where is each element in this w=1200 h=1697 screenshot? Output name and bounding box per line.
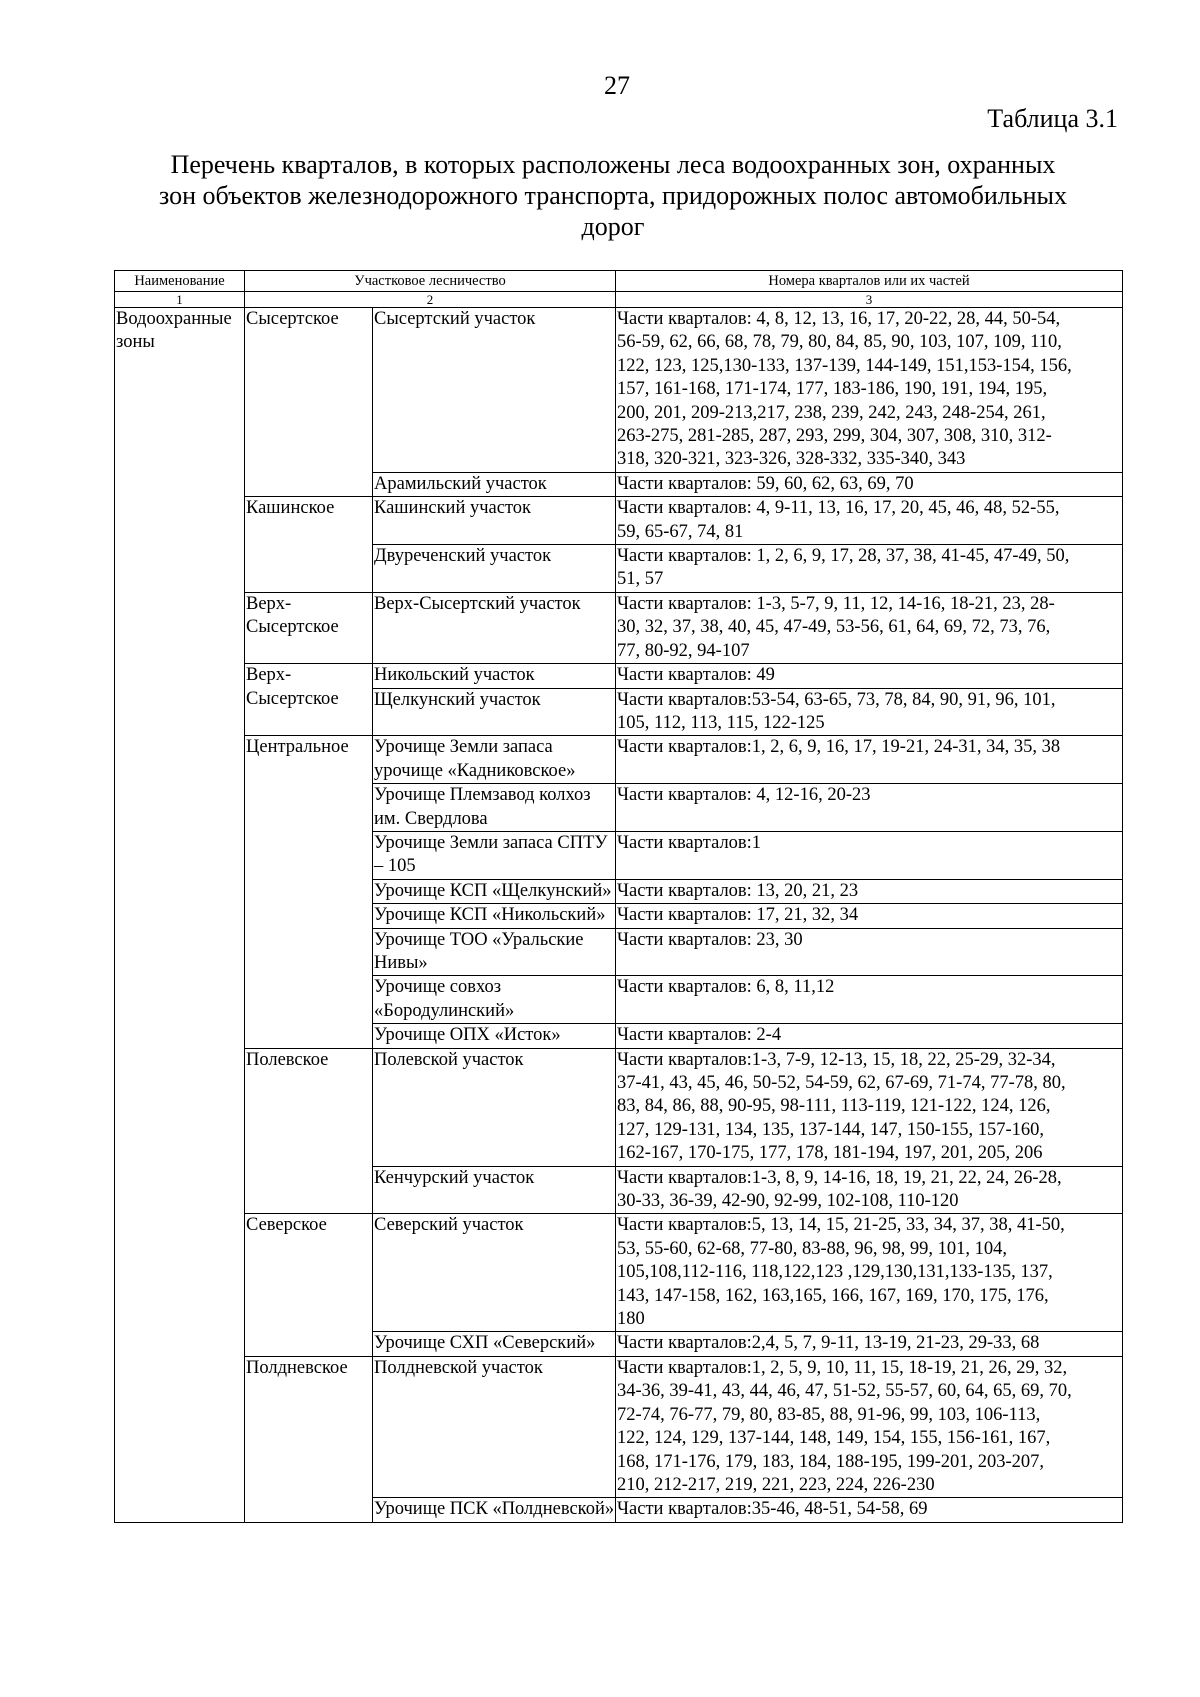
forestry-cell: Верх-Сысертское: [245, 592, 373, 663]
section-name-cell: Урочище Земли запаса урочище «Кадниковское»: [373, 736, 616, 784]
quarters-line: 157, 161-168, 171-174, 177, 183-186, 190, 191, 194, 195,: [617, 379, 1048, 400]
quarters-line: 53, 55-60, 62-68, 77-80, 83-88, 96, 98, 99, 101, 104,: [617, 1238, 1008, 1259]
section-name-cell: Урочище Племзавод колхоз им. Свердлова: [373, 784, 616, 832]
section-name-cell: Кашинский участок: [373, 497, 616, 545]
table-label: Таблица 3.1: [987, 104, 1118, 133]
quarters-line: 318, 320-321, 323-326, 328-332, 335-340, 343: [617, 449, 966, 470]
quarters-cell: [616, 976, 1123, 1024]
quarters-line: 180: [617, 1309, 645, 1330]
section-name-cell: Урочище ОПХ «Исток»: [373, 1024, 616, 1048]
quarters-cell: [616, 308, 1123, 473]
section-name-cell: Урочище КСП «Никольский»: [373, 904, 616, 928]
quarters-line: Части кварталов:1, 2, 5, 9, 10, 11, 15, 18-19, 21, 26, 29, 32,: [617, 1357, 1068, 1378]
section-name-cell: Урочище ПСК «Полдневской»: [373, 1498, 616, 1522]
quarters-cell: [616, 736, 1123, 784]
quarters-line: 143, 147-158, 162, 163,165, 166, 167, 169, 170, 175, 176,: [617, 1285, 1049, 1306]
table-row: [115, 308, 1123, 473]
quarters-line: Части кварталов:1: [617, 832, 762, 853]
section-name-cell: Никольский участок: [373, 664, 616, 688]
quarters-cell: [616, 831, 1123, 879]
table-row: [115, 664, 1123, 688]
quarters-line: 200, 201, 209-213,217, 238, 239, 242, 243, 248-254, 261,: [617, 402, 1046, 423]
quarters-table: [114, 270, 1123, 1523]
forestry-cell: Центральное: [245, 736, 373, 1048]
quarters-line: Части кварталов: 4, 8, 12, 13, 16, 17, 20-22, 28, 44, 50-54,: [617, 309, 1061, 329]
quarters-line: 168, 171-176, 179, 183, 184, 188-195, 199-201, 203-207,: [617, 1451, 1045, 1472]
header-quarters: Номера кварталов или их частей: [616, 271, 1123, 292]
quarters-line: Части кварталов:5, 13, 14, 15, 21-25, 33, 34, 37, 38, 41-50,: [617, 1215, 1065, 1236]
quarters-line: Части кварталов: 6, 8, 11,12: [617, 977, 835, 998]
quarters-line: Части кварталов:35-46, 48-51, 54-58, 69: [617, 1499, 928, 1520]
quarters-cell: [616, 545, 1123, 593]
section-name-cell: Урочище совхоз «Бородулинский»: [373, 976, 616, 1024]
quarters-line: 34-36, 39-41, 43, 44, 46, 47, 51-52, 55-57, 60, 64, 65, 69, 70,: [617, 1381, 1072, 1402]
quarters-cell: [616, 592, 1123, 663]
quarters-line: Части кварталов: 49: [617, 665, 775, 686]
quarters-cell: [616, 1214, 1123, 1332]
title-line: дорог: [581, 212, 645, 241]
quarters-line: Части кварталов: 1, 2, 6, 9, 17, 28, 37, 38, 41-45, 47-49, 50,: [617, 546, 1070, 567]
quarters-line: Части кварталов: 2-4: [617, 1025, 782, 1046]
header-name: Наименование: [115, 271, 245, 292]
quarters-cell: [616, 904, 1123, 928]
quarters-cell: [616, 1166, 1123, 1214]
quarters-cell: [616, 784, 1123, 832]
section-name-cell: Полдневской участок: [373, 1356, 616, 1497]
document-title: [108, 149, 1118, 242]
quarters-line: 162-167, 170-175, 177, 178, 181-194, 197, 201, 205, 206: [617, 1143, 1043, 1164]
zone-name-cell: Водоохранные зоны: [115, 308, 245, 1523]
quarters-line: 30, 32, 37, 38, 40, 45, 47-49, 53-56, 61, 64, 69, 72, 73, 76,: [617, 617, 1051, 638]
quarters-line: Части кварталов: 4, 12-16, 20-23: [617, 785, 871, 806]
quarters-line: Части кварталов: 4, 9-11, 13, 16, 17, 20, 45, 46, 48, 52-55,: [617, 498, 1060, 519]
quarters-line: 83, 84, 86, 88, 90-95, 98-111, 113-119, 121-122, 124, 126,: [617, 1096, 1051, 1117]
section-name-cell: Северский участок: [373, 1214, 616, 1332]
quarters-line: 105, 112, 113, 115, 122-125: [617, 712, 825, 733]
forestry-cell: Полдневское: [245, 1356, 373, 1522]
quarters-line: 127, 129-131, 134, 135, 137-144, 147, 150-155, 157-160,: [617, 1119, 1045, 1140]
forestry-cell: Сысертское: [245, 308, 373, 497]
quarters-line: 77, 80-92, 94-107: [617, 640, 750, 661]
section-name-cell: Кенчурский участок: [373, 1166, 616, 1214]
section-name-cell: Урочище СХП «Северский»: [373, 1332, 616, 1356]
quarters-line: 122, 123, 125,130-133, 137-139, 144-149, 151,153-154, 156,: [617, 355, 1072, 376]
quarters-line: Части кварталов: 13, 20, 21, 23: [617, 880, 859, 901]
quarters-line: Части кварталов: 17, 21, 32, 34: [617, 905, 859, 926]
quarters-cell: [616, 879, 1123, 903]
quarters-cell: [616, 1048, 1123, 1166]
section-name-cell: Урочище ТОО «Уральские Нивы»: [373, 928, 616, 976]
quarters-line: Части кварталов:53-54, 63-65, 73, 78, 84, 90, 91, 96, 101,: [617, 689, 1056, 710]
quarters-cell: [616, 1332, 1123, 1356]
quarters-line: 37-41, 43, 45, 46, 50-52, 54-59, 62, 67-69, 71-74, 77-78, 80,: [617, 1073, 1066, 1093]
quarters-line: Части кварталов:1-3, 7-9, 12-13, 15, 18, 22, 25-29, 32-34,: [617, 1049, 1056, 1070]
section-name-cell: Урочище КСП «Щелкунский»: [373, 879, 616, 903]
quarters-cell: [616, 1356, 1123, 1497]
header-forestry: Участковое лесничество: [245, 271, 616, 292]
table-row: [115, 497, 1123, 545]
forestry-cell: Северское: [245, 1214, 373, 1356]
column-number: 2: [245, 292, 616, 308]
table-row: [115, 1356, 1123, 1497]
quarters-line: Части кварталов: 23, 30: [617, 929, 803, 950]
quarters-cell: [616, 1498, 1123, 1522]
quarters-cell: [616, 472, 1123, 496]
column-number: 1: [115, 292, 245, 308]
section-name-cell: Двуреченский участок: [373, 545, 616, 593]
quarters-line: 56-59, 62, 66, 68, 78, 79, 80, 84, 85, 90, 103, 107, 109, 110,: [617, 332, 1062, 353]
quarters-cell: [616, 1024, 1123, 1048]
column-number-row: [115, 292, 1123, 308]
quarters-cell: [616, 664, 1123, 688]
table-row: [115, 592, 1123, 663]
quarters-line: Части кварталов:1, 2, 6, 9, 16, 17, 19-21, 24-31, 34, 35, 38: [617, 737, 1061, 758]
title-line: Перечень кварталов, в которых расположены леса водоохранных зон, охранных: [170, 150, 1056, 179]
quarters-line: 72-74, 76-77, 79, 80, 83-85, 88, 91-96, 99, 103, 106-113,: [617, 1404, 1041, 1425]
quarters-cell: [616, 688, 1123, 736]
quarters-line: 51, 57: [617, 569, 664, 590]
quarters-line: 122, 124, 129, 137-144, 148, 149, 154, 155, 156-161, 167,: [617, 1428, 1051, 1449]
section-name-cell: Верх-Сысертский участок: [373, 592, 616, 663]
quarters-line: 263-275, 281-285, 287, 293, 299, 304, 307, 308, 310, 312-: [617, 426, 1052, 447]
quarters-line: 210, 212-217, 219, 221, 223, 224, 226-230: [617, 1474, 935, 1495]
quarters-line: Части кварталов: 1-3, 5-7, 9, 11, 12, 14-16, 18-21, 23, 28-: [617, 593, 1055, 614]
title-line: зон объектов железнодорожного транспорта, придорожных полос автомобильных: [158, 181, 1068, 210]
table-header-row: [115, 271, 1123, 292]
section-name-cell: Арамильский участок: [373, 472, 616, 496]
quarters-line: Части кварталов: 59, 60, 62, 63, 69, 70: [617, 473, 914, 494]
quarters-line: 59, 65-67, 74, 81: [617, 521, 744, 542]
column-number: 3: [616, 292, 1123, 308]
page-number: 27: [604, 71, 630, 100]
quarters-line: 105,108,112-116, 118,122,123 ,129,130,131,133-135, 137,: [617, 1262, 1053, 1283]
table-row: [115, 736, 1123, 784]
forestry-cell: Верх-Сысертское: [245, 664, 373, 736]
table-row: [115, 1048, 1123, 1166]
forestry-cell: Полевское: [245, 1048, 373, 1214]
forestry-cell: Кашинское: [245, 497, 373, 593]
quarters-cell: [616, 928, 1123, 976]
quarters-line: Части кварталов:2,4, 5, 7, 9-11, 13-19, 21-23, 29-33, 68: [617, 1333, 1040, 1354]
section-name-cell: Полевской участок: [373, 1048, 616, 1166]
table-body: [115, 308, 1123, 1523]
section-name-cell: Сысертский участок: [373, 308, 616, 473]
table-row: [115, 1214, 1123, 1332]
quarters-line: Части кварталов:1-3, 8, 9, 14-16, 18, 19, 21, 22, 24, 26-28,: [617, 1167, 1062, 1188]
section-name-cell: Щелкунский участок: [373, 688, 616, 736]
quarters-cell: [616, 497, 1123, 545]
section-name-cell: Урочище Земли запаса СПТУ – 105: [373, 831, 616, 879]
quarters-line: 30-33, 36-39, 42-90, 92-99, 102-108, 110-120: [617, 1191, 959, 1212]
